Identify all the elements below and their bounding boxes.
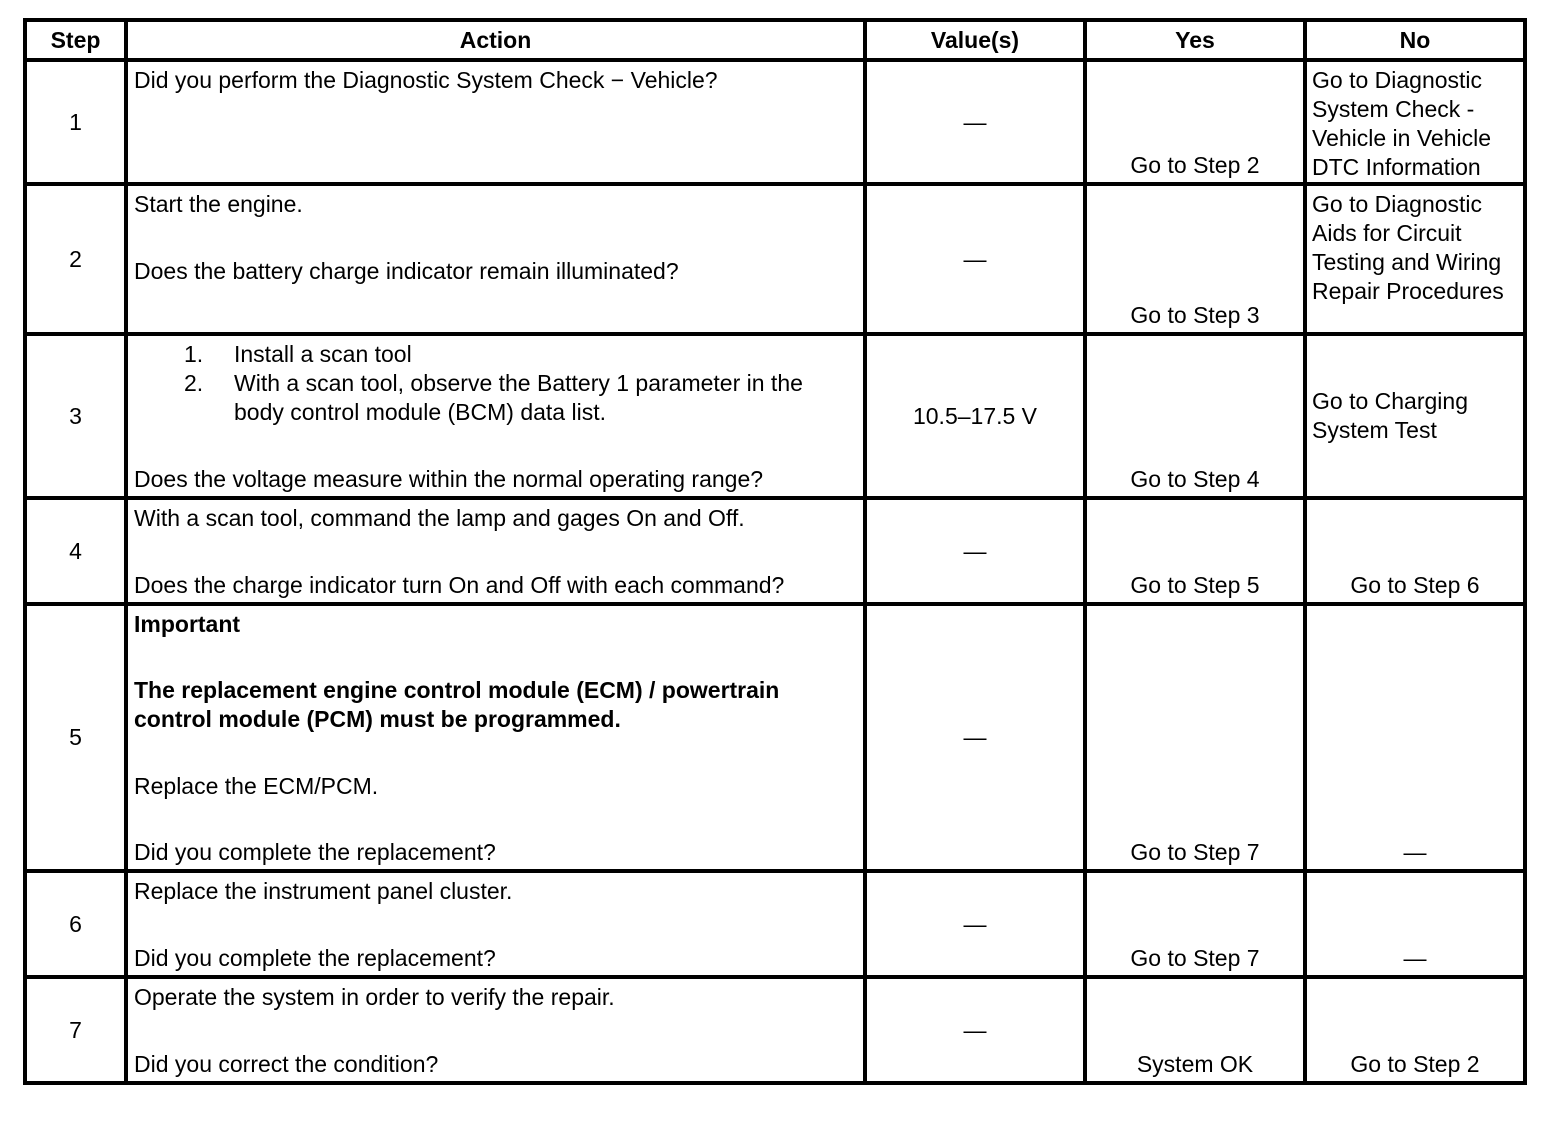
yes-cell: Go to Step 4 [1085,334,1305,498]
action-cell [126,871,865,977]
list-item: 2. With a scan tool, observe the Battery 1 parameter in the body control module (BCM) data list. [184,370,803,425]
no-cell: — [1305,871,1525,977]
action-cell [126,60,865,184]
list-item: 1. Install a scan tool [184,341,412,367]
action-question: Did you correct the condition? [134,1051,439,1077]
action-text: Start the engine. [134,191,303,217]
action-question: Did you complete the replacement? [134,945,496,971]
table-row [25,334,1525,498]
action-cell [126,498,865,604]
diagnostic-table [23,18,1527,1085]
action-text: With a scan tool, command the lamp and gages On and Off. [134,505,745,531]
value-cell: — [865,977,1085,1083]
yes-cell: Go to Step 5 [1085,498,1305,604]
header-step: Step [25,20,126,60]
header-no: No [1305,20,1525,60]
table-row [25,604,1525,871]
no-cell: Go to Diagnostic System Check - Vehicle in Vehicle DTC Information [1305,60,1525,184]
yes-cell: Go to Step 3 [1085,184,1305,334]
action-text: Replace the ECM/PCM. [134,772,379,799]
header-yes: Yes [1085,20,1305,60]
table-row [25,498,1525,604]
no-cell: — [1305,604,1525,871]
table-row [25,184,1525,334]
action-question: Does the charge indicator turn On and Off with each command? [134,572,785,598]
important-heading: Important [134,611,241,637]
action-cell [126,184,865,334]
no-cell: Go to Charging System Test [1305,334,1525,498]
value-cell: — [865,60,1085,184]
no-cell: Go to Step 6 [1305,498,1525,604]
action-question: Did you complete the replacement? [134,838,496,865]
header-row [25,20,1525,60]
step-number: 3 [25,334,126,498]
value-cell: 10.5–17.5 V [865,334,1085,498]
header-action: Action [126,20,865,60]
action-question: Does the voltage measure within the normal operating range? [134,466,764,492]
value-cell: — [865,498,1085,604]
important-text: The replacement engine control module (ECM) / powertrain control module (PCM) must be programmed. [134,677,780,733]
value-cell: — [865,604,1085,871]
value-cell: — [865,871,1085,977]
action-cell [126,334,865,498]
action-text: Did you perform the Diagnostic System Check − Vehicle? [134,67,718,93]
step-number: 1 [25,60,126,184]
yes-cell: Go to Step 7 [1085,871,1305,977]
value-cell: — [865,184,1085,334]
yes-cell: Go to Step 2 [1085,60,1305,184]
step-number: 6 [25,871,126,977]
no-cell: Go to Diagnostic Aids for Circuit Testing and Wiring Repair Procedures [1305,184,1525,334]
step-number: 5 [25,604,126,871]
action-cell [126,604,865,871]
table-row [25,871,1525,977]
yes-cell: System OK [1085,977,1305,1083]
action-steps-list [134,340,857,427]
action-text: Replace the instrument panel cluster. [134,878,513,904]
no-cell: Go to Step 2 [1305,977,1525,1083]
table-row [25,60,1525,184]
header-values: Value(s) [865,20,1085,60]
action-text: Operate the system in order to verify the repair. [134,984,615,1010]
table-row [25,977,1525,1083]
action-cell [126,977,865,1083]
step-number: 4 [25,498,126,604]
step-number: 7 [25,977,126,1083]
action-question: Does the battery charge indicator remain illuminated? [134,258,679,284]
step-number: 2 [25,184,126,334]
yes-cell: Go to Step 7 [1085,604,1305,871]
